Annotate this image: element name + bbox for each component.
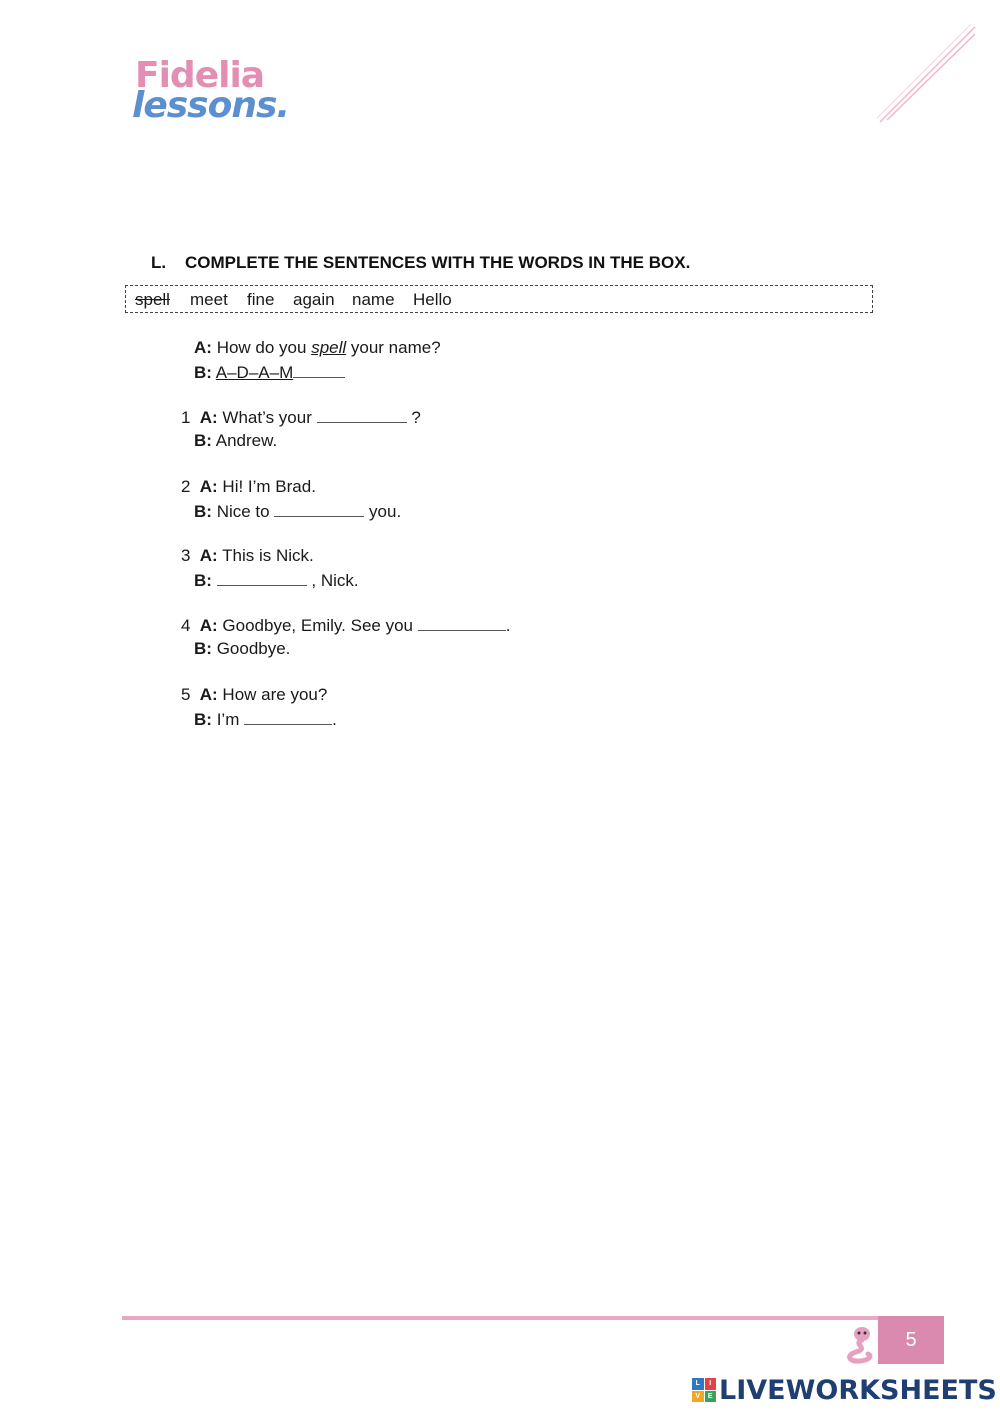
- line-text: you.: [364, 502, 402, 521]
- speaker-label: A:: [199, 616, 218, 635]
- word-box-item: name: [352, 290, 395, 309]
- footer-divider: [122, 1316, 878, 1320]
- line-text: .: [332, 710, 337, 729]
- answer-blank-5[interactable]: [244, 708, 332, 725]
- question-5-b: [194, 708, 337, 731]
- answer-blank-1[interactable]: [317, 406, 407, 423]
- exercise-heading: [151, 253, 690, 273]
- word-box-item: fine: [247, 290, 275, 309]
- answer-blank-2[interactable]: [274, 500, 364, 517]
- answer-blank-4[interactable]: [418, 614, 506, 631]
- line-text: How do you: [216, 338, 312, 357]
- question-2-a: [181, 476, 316, 498]
- speaker-label: B:: [194, 710, 212, 729]
- decorative-lines-icon: [875, 22, 980, 127]
- fidelia-lessons-logo: [132, 55, 290, 128]
- question-number: 2: [181, 477, 191, 496]
- logo-line-2: lessons.: [132, 85, 290, 126]
- speaker-label: A:: [199, 546, 218, 565]
- line-text: ?: [406, 408, 421, 427]
- brand-name: LIVEWORKSHEETS: [719, 1374, 997, 1406]
- question-1-b: [194, 430, 277, 452]
- liveworksheets-brand: [692, 1374, 997, 1406]
- page-number: 5: [878, 1316, 944, 1364]
- logo-tile: V: [692, 1391, 704, 1403]
- line-text: , Nick.: [306, 571, 359, 590]
- line-text: Hi! I’m Brad.: [222, 477, 316, 496]
- word-box-item: spell: [135, 290, 170, 309]
- line-text: What’s your: [222, 408, 317, 427]
- logo-tile: I: [705, 1378, 717, 1390]
- line-text: Goodbye.: [216, 639, 291, 658]
- speaker-label: B:: [194, 363, 212, 382]
- question-5-a: [181, 684, 327, 706]
- question-number: 1: [181, 408, 191, 427]
- word-box-item: again: [293, 290, 335, 309]
- example-answer: A–D–A–M: [215, 363, 294, 382]
- example-word: spell: [311, 338, 347, 357]
- line-text: Andrew.: [215, 431, 278, 450]
- line-text: your name?: [346, 338, 441, 357]
- example-a: [194, 337, 441, 359]
- word-box-item: meet: [190, 290, 228, 309]
- line-text: Nice to: [216, 502, 275, 521]
- line-text: Goodbye, Emily. See you: [222, 616, 418, 635]
- question-3-b: [194, 569, 359, 592]
- question-1-a: [181, 406, 421, 429]
- question-4-b: [194, 638, 290, 660]
- line-text: .: [505, 616, 511, 635]
- snake-mascot-icon: [838, 1322, 878, 1364]
- logo-tile: L: [692, 1378, 704, 1390]
- question-number: 5: [181, 685, 191, 704]
- speaker-label: A:: [199, 477, 218, 496]
- line-text: This is Nick.: [222, 546, 314, 565]
- example-b: [194, 361, 345, 384]
- logo-tile: E: [705, 1391, 717, 1403]
- speaker-label: B:: [194, 571, 212, 590]
- speaker-label: B:: [194, 431, 212, 450]
- line-text: I’m: [216, 710, 245, 729]
- exercise-number: L.: [151, 253, 167, 272]
- question-3-a: [181, 545, 314, 567]
- speaker-label: A:: [199, 685, 218, 704]
- liveworksheets-logo-icon: [692, 1378, 716, 1402]
- line-text: How are you?: [222, 685, 328, 704]
- logo-line-1: Fidelia: [135, 55, 265, 96]
- word-box: [125, 285, 873, 313]
- speaker-label: B:: [194, 502, 212, 521]
- question-4-a: [181, 614, 510, 637]
- speaker-label: A:: [199, 408, 218, 427]
- answer-line: [293, 361, 345, 378]
- question-2-b: [194, 500, 401, 523]
- answer-blank-3[interactable]: [217, 569, 307, 586]
- speaker-label: B:: [194, 639, 212, 658]
- word-box-item: Hello: [413, 290, 452, 309]
- exercise-title: COMPLETE THE SENTENCES WITH THE WORDS IN THE BOX.: [185, 253, 691, 272]
- question-number: 3: [181, 546, 191, 565]
- speaker-label: A:: [194, 338, 212, 357]
- question-number: 4: [181, 616, 191, 635]
